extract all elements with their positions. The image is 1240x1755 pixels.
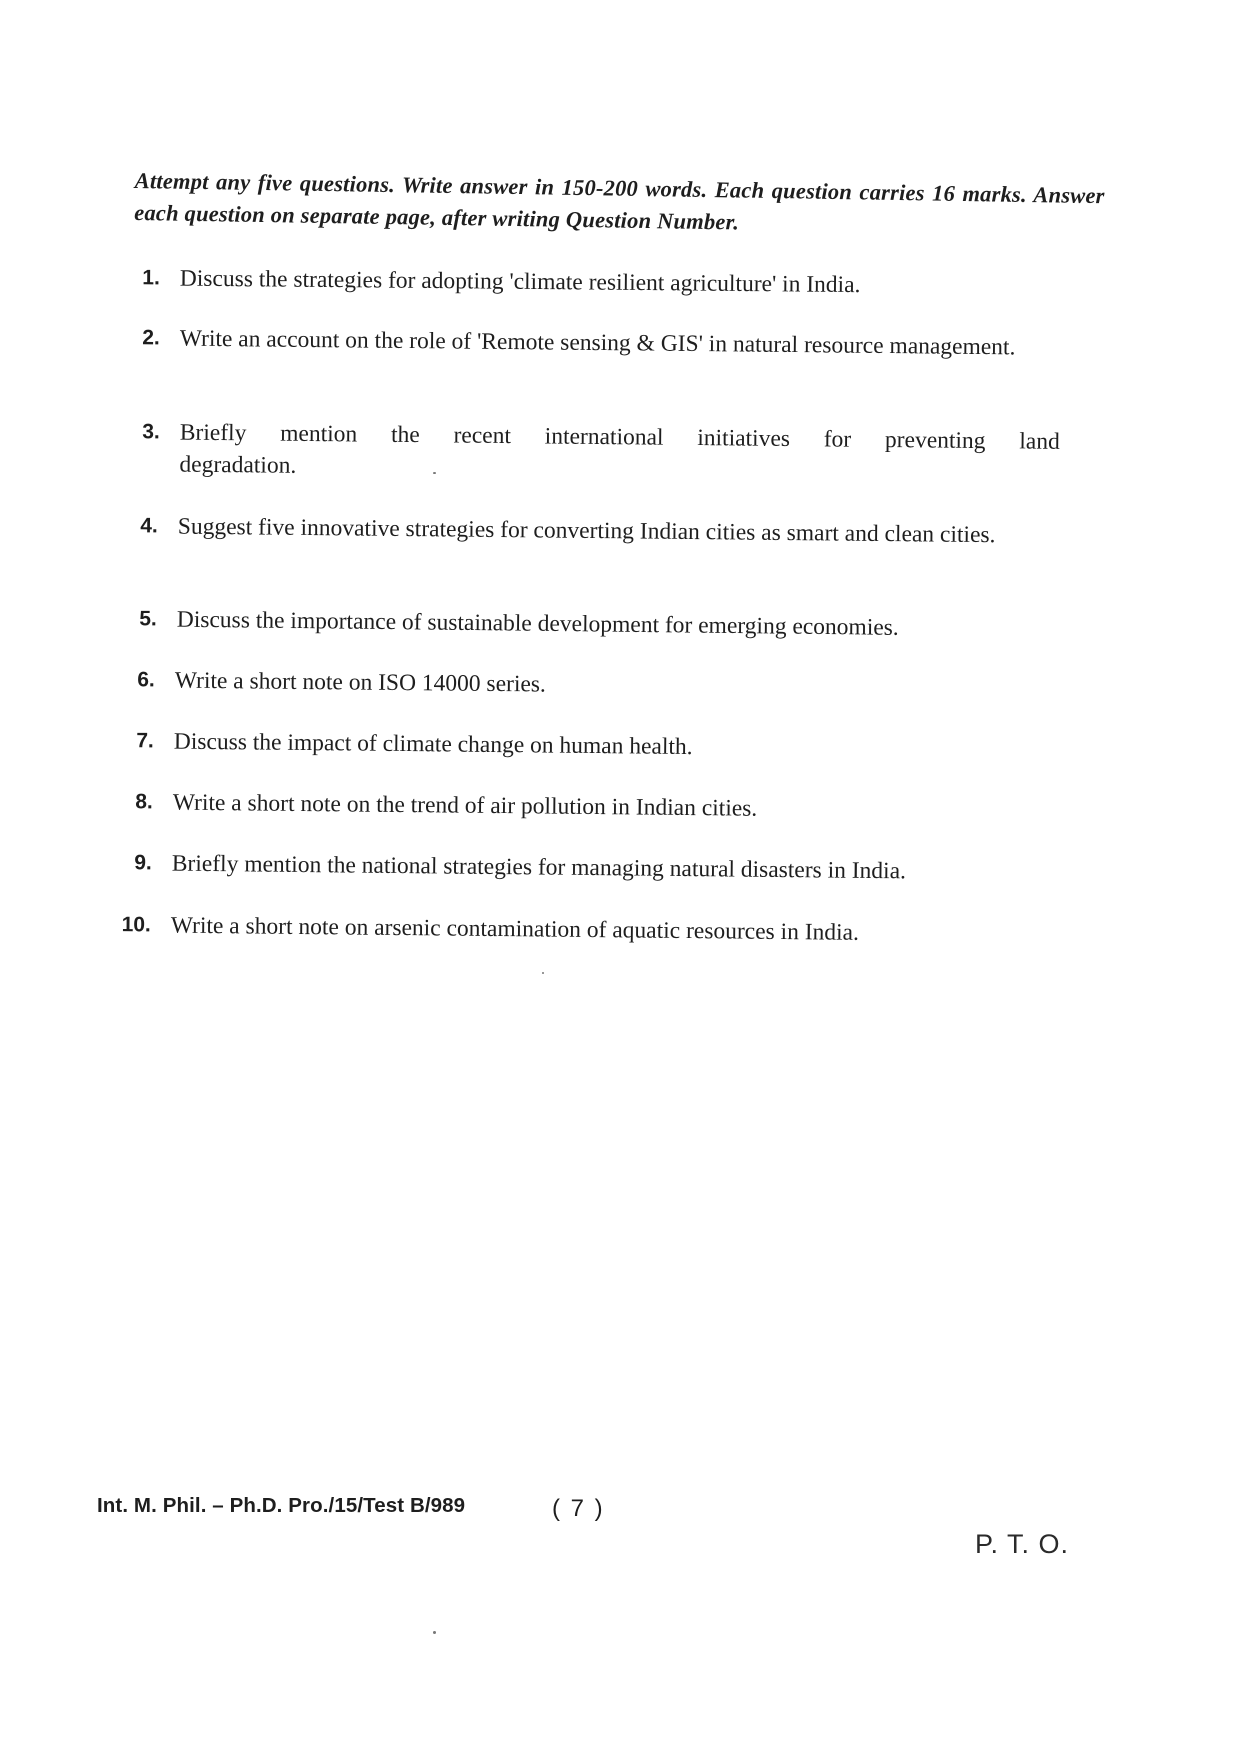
question-number: 10. <box>121 913 151 937</box>
question-item <box>117 603 1117 641</box>
question-text: Discuss the impact of climate change on human health. <box>173 728 693 761</box>
question-item <box>113 786 1113 822</box>
question-number: 2. <box>142 326 160 350</box>
question-number: 8. <box>135 790 153 814</box>
question-number: 4. <box>140 514 158 538</box>
scan-speck <box>433 472 436 474</box>
question-number: 9. <box>134 851 152 875</box>
page-number: ( 7 ) <box>552 1495 605 1522</box>
question-item <box>111 909 1111 946</box>
question-number: 7. <box>136 729 154 753</box>
question-number: 1. <box>142 266 160 290</box>
question-item <box>115 664 1115 698</box>
question-text: Write an account on the role of 'Remote sensing & GIS' in natural resource management. <box>179 325 1016 361</box>
pto-note: P. T. O. <box>975 1529 1070 1559</box>
question-item <box>118 510 1118 549</box>
question-number: 3. <box>142 420 160 444</box>
question-text: Write a short note on arsenic contamination of aquatic resources in India. <box>170 912 860 946</box>
scan-speck <box>433 1631 436 1634</box>
question-item <box>114 725 1114 761</box>
question-text: Suggest five innovative strategies for converting Indian cities as smart and clean cities. <box>177 513 996 549</box>
scan-speck <box>542 972 544 974</box>
question-number: 6. <box>137 668 155 692</box>
question-text: Briefly mention the recent international initiatives for preventing land degradation. <box>179 419 1060 479</box>
question-text: Write a short note on the trend of air pollution in Indian cities. <box>172 789 758 822</box>
question-item <box>120 322 1120 361</box>
question-text: Discuss the importance of sustainable development for emerging economies. <box>176 606 899 641</box>
question-text: Briefly mention the national strategies for managing natural disasters in India. <box>171 850 907 885</box>
question-text: Discuss the strategies for adopting 'climate resilient agriculture' in India. <box>179 265 861 299</box>
question-item <box>120 416 1120 479</box>
question-item <box>112 847 1112 885</box>
instructions-text: Attempt any five questions. Write answer in 150-200 words. Each question carries 16 marks. Answer each question on separate page, after writing Question Number. <box>134 167 1105 235</box>
question-number: 5. <box>139 607 157 631</box>
question-item <box>120 262 1120 299</box>
question-text: Write a short note on ISO 14000 series. <box>174 667 547 698</box>
paper-code: Int. M. Phil. – Ph.D. Pro./15/Test B/989 <box>97 1494 466 1517</box>
